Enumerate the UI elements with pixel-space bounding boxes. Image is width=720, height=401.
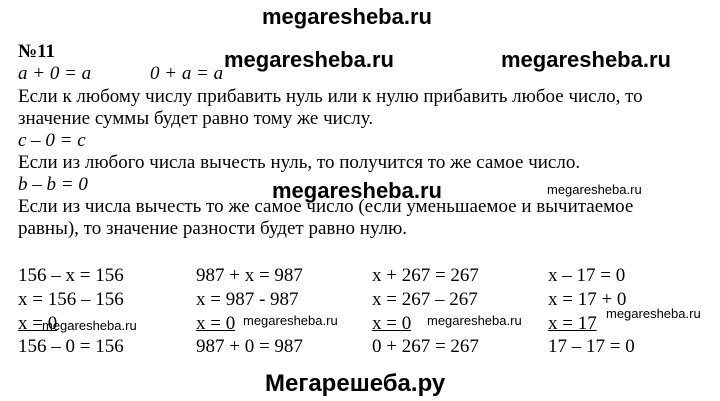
equation-4-line-2: x = 17 + 0 xyxy=(548,289,627,310)
watermark-inline-small: megaresheba.ru xyxy=(243,313,338,328)
rule-sum-text-1: Если к любому числу прибавить нуль или к нулю прибавить любое число, то xyxy=(18,86,643,107)
equation-2-check: 987 + 0 = 987 xyxy=(196,336,303,357)
watermark-top: megaresheba.ru xyxy=(262,4,432,29)
watermark-inline: megaresheba.ru xyxy=(501,47,671,72)
rule-sum-left: a + 0 = a xyxy=(18,63,92,84)
equation-4-answer: x = 17 xyxy=(548,313,597,334)
equation-4-check: 17 – 17 = 0 xyxy=(548,336,635,357)
watermark-inline-small: megaresheba.ru xyxy=(42,318,137,333)
rule-diff-self-text-2: равны), то значение разности будет равно нулю. xyxy=(18,218,408,239)
equation-1-line-1: 156 – x = 156 xyxy=(18,265,124,286)
equation-3-answer: x = 0 xyxy=(372,313,412,334)
rule-diff-zero-text: Если из любого числа вычесть нуль, то получится то же самое число. xyxy=(18,152,581,173)
equation-2-answer: x = 0 xyxy=(196,313,236,334)
watermark-inline-small: megaresheba.ru xyxy=(547,182,642,197)
equation-3-line-2: x = 267 – 267 xyxy=(372,289,478,310)
equation-2-line-1: 987 + x = 987 xyxy=(196,265,303,286)
watermark-bottom: Мегарешеба.ру xyxy=(265,370,446,397)
rule-diff-zero: c – 0 = c xyxy=(18,130,86,151)
equation-1-answer: x = 0 xyxy=(18,313,58,334)
watermark-inline-small: megaresheba.ru xyxy=(606,306,701,321)
task-number: №11 xyxy=(18,41,56,62)
equation-1-line-2: x = 156 – 156 xyxy=(18,289,124,310)
equation-3-line-1: x + 267 = 267 xyxy=(372,265,479,286)
watermark-inline: megaresheba.ru xyxy=(272,178,442,203)
rule-sum-text-2: значение суммы будет равно тому же числу. xyxy=(18,108,374,129)
rule-diff-self: b – b = 0 xyxy=(18,174,88,195)
rule-sum-right: 0 + a = a xyxy=(150,63,224,84)
equation-3-check: 0 + 267 = 267 xyxy=(372,336,479,357)
watermark-inline-small: megaresheba.ru xyxy=(427,313,522,328)
rule-diff-self-text-1: Если из числа вычесть то же самое число (если уменьшаемое и вычитаемое xyxy=(18,196,634,217)
watermark-inline: megaresheba.ru xyxy=(224,47,394,72)
equation-1-check: 156 – 0 = 156 xyxy=(18,336,124,357)
equation-2-line-2: x = 987 - 987 xyxy=(196,289,299,310)
equation-4-line-1: x – 17 = 0 xyxy=(548,265,626,286)
